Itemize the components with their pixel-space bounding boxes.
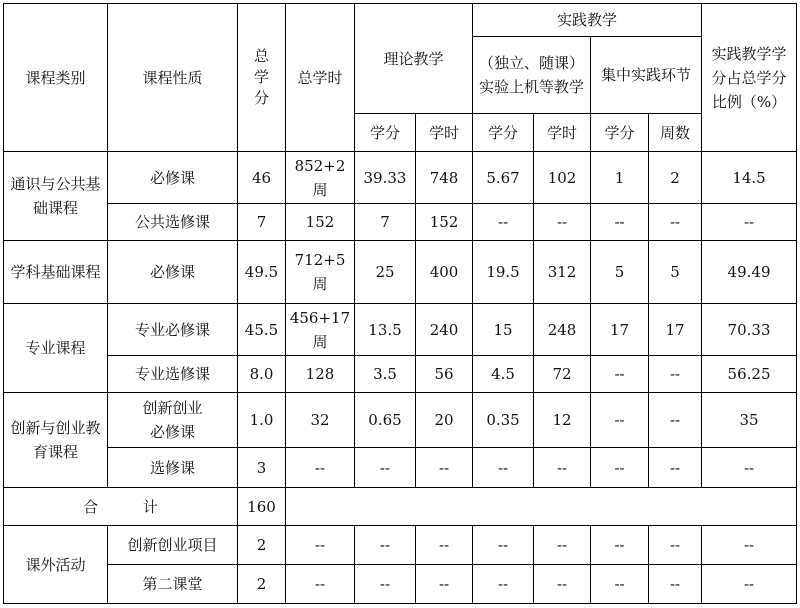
cell-lab-hours: 102: [534, 152, 591, 204]
cell-lab-hours: --: [534, 204, 591, 241]
cell-nature: 创新创业项目: [108, 526, 238, 565]
cell-lab-hours: 248: [534, 304, 591, 356]
cell-nature: 第二课堂: [108, 565, 238, 604]
cell-cp-weeks: 17: [649, 304, 702, 356]
table-row: [4, 356, 797, 393]
cell-cp-weeks: --: [649, 204, 702, 241]
cell-lab-hours: --: [534, 565, 591, 604]
cell-cp-credits: --: [591, 526, 649, 565]
header-cp-credits: 学分: [591, 114, 649, 152]
cell-lab-hours: --: [534, 448, 591, 488]
total-credits: 160: [238, 488, 286, 526]
cell-lab-hours: 72: [534, 356, 591, 393]
header-centralized: 集中实践环节: [591, 37, 702, 114]
header-cp-weeks: 周数: [649, 114, 702, 152]
cell-cp-credits: 5: [591, 241, 649, 304]
cell-total-hours: 32: [286, 393, 355, 448]
header-practice: 实践教学: [473, 4, 702, 37]
header-ratio: 实践教学学分占总学分比例（%）: [702, 4, 797, 152]
cell-total-credits: 49.5: [238, 241, 286, 304]
cell-total-hours: 712+5周: [286, 241, 355, 304]
cell-total-credits: 3: [238, 448, 286, 488]
header-theory-hours: 学时: [416, 114, 473, 152]
cell-nature: 必修课: [108, 241, 238, 304]
cell-total-hours: 852+2周: [286, 152, 355, 204]
cell-lab-credits: --: [473, 565, 534, 604]
cell-total-credits: 2: [238, 526, 286, 565]
cell-theory-hours: 20: [416, 393, 473, 448]
header-total-hours: 总学时: [286, 4, 355, 152]
cell-total-hours: 456+17周: [286, 304, 355, 356]
cell-total-credits: 2: [238, 565, 286, 604]
cell-cp-credits: --: [591, 448, 649, 488]
cell-cp-credits: --: [591, 393, 649, 448]
cell-lab-hours: 312: [534, 241, 591, 304]
cell-nature: 专业选修课: [108, 356, 238, 393]
cell-theory-hours: --: [416, 565, 473, 604]
cell-ratio: --: [702, 526, 797, 565]
cell-total-credits: 46: [238, 152, 286, 204]
total-empty-cell: [286, 488, 355, 526]
header-lab-credits: 学分: [473, 114, 534, 152]
cell-ratio: --: [702, 565, 797, 604]
cell-cp-weeks: --: [649, 448, 702, 488]
cell-theory-hours: 400: [416, 241, 473, 304]
cell-nature: 公共选修课: [108, 204, 238, 241]
group-extracurricular: 课外活动: [4, 526, 108, 604]
cell-total-credits: 1.0: [238, 393, 286, 448]
table-row: [4, 448, 797, 488]
cell-cp-credits: --: [591, 204, 649, 241]
cell-lab-hours: --: [534, 526, 591, 565]
cell-lab-credits: --: [473, 448, 534, 488]
header-row-1: [4, 4, 797, 37]
table-row: [4, 526, 797, 565]
cell-theory-hours: 240: [416, 304, 473, 356]
header-total-credits: [238, 4, 286, 152]
header-total-credits-text: 总学分: [253, 46, 269, 107]
cell-total-hours: 152: [286, 204, 355, 241]
cell-nature-text: 创新创业必修课: [142, 399, 203, 441]
cell-lab-hours: 12: [534, 393, 591, 448]
cell-cp-weeks: --: [649, 356, 702, 393]
total-label: 合 计: [4, 488, 238, 526]
total-row: [4, 488, 797, 526]
cell-lab-credits: 0.35: [473, 393, 534, 448]
cell-nature: 必修课: [108, 152, 238, 204]
cell-total-credits: 7: [238, 204, 286, 241]
cell-ratio: --: [702, 448, 797, 488]
cell-theory-credits: --: [355, 526, 416, 565]
cell-theory-credits: 7: [355, 204, 416, 241]
table-row: [4, 565, 797, 604]
cell-total-credits: 45.5: [238, 304, 286, 356]
cell-cp-weeks: 5: [649, 241, 702, 304]
cell-theory-hours: 748: [416, 152, 473, 204]
cell-theory-hours: 152: [416, 204, 473, 241]
header-course-category: 课程类别: [4, 4, 108, 152]
cell-ratio: 14.5: [702, 152, 797, 204]
table-row: [4, 204, 797, 241]
cell-lab-credits: 19.5: [473, 241, 534, 304]
cell-lab-credits: 15: [473, 304, 534, 356]
cell-theory-credits: 3.5: [355, 356, 416, 393]
cell-theory-credits: 13.5: [355, 304, 416, 356]
cell-total-hours: --: [286, 448, 355, 488]
cell-ratio: 35: [702, 393, 797, 448]
header-course-nature: 课程性质: [108, 4, 238, 152]
cell-cp-credits: --: [591, 565, 649, 604]
cell-cp-credits: 17: [591, 304, 649, 356]
cell-cp-credits: 1: [591, 152, 649, 204]
header-theory: 理论教学: [355, 4, 473, 114]
group-major: 专业课程: [4, 304, 108, 393]
table-row: [4, 304, 797, 356]
group-general: 通识与公共基础课程: [4, 152, 108, 241]
header-theory-credits: 学分: [355, 114, 416, 152]
cell-cp-credits: --: [591, 356, 649, 393]
cell-total-hours: 128: [286, 356, 355, 393]
cell-cp-weeks: 2: [649, 152, 702, 204]
cell-cp-weeks: --: [649, 526, 702, 565]
cell-ratio: 49.49: [702, 241, 797, 304]
cell-nature: 专业必修课: [108, 304, 238, 356]
cell-theory-credits: 39.33: [355, 152, 416, 204]
header-lab: （独立、随课）实验上机等教学: [473, 37, 591, 114]
cell-lab-credits: 4.5: [473, 356, 534, 393]
cell-theory-hours: 56: [416, 356, 473, 393]
cell-theory-credits: 25: [355, 241, 416, 304]
cell-cp-weeks: --: [649, 565, 702, 604]
cell-total-hours: --: [286, 565, 355, 604]
cell-theory-hours: --: [416, 448, 473, 488]
cell-cp-weeks: --: [649, 393, 702, 448]
table-row: [4, 152, 797, 204]
cell-total-credits: 8.0: [238, 356, 286, 393]
table-row: [4, 393, 797, 448]
cell-theory-credits: --: [355, 448, 416, 488]
cell-theory-hours: --: [416, 526, 473, 565]
cell-nature: 选修课: [108, 448, 238, 488]
group-innovation: 创新与创业教育课程: [4, 393, 108, 488]
group-discipline: 学科基础课程: [4, 241, 108, 304]
cell-nature: [108, 393, 238, 448]
cell-lab-credits: --: [473, 526, 534, 565]
cell-total-hours: --: [286, 526, 355, 565]
table-row: [4, 241, 797, 304]
header-lab-hours: 学时: [534, 114, 591, 152]
cell-ratio: 56.25: [702, 356, 797, 393]
credit-hours-table: [3, 3, 797, 604]
total-empty-cell: [355, 488, 797, 526]
cell-ratio: 70.33: [702, 304, 797, 356]
cell-lab-credits: --: [473, 204, 534, 241]
cell-ratio: --: [702, 204, 797, 241]
cell-theory-credits: --: [355, 565, 416, 604]
cell-lab-credits: 5.67: [473, 152, 534, 204]
cell-theory-credits: 0.65: [355, 393, 416, 448]
